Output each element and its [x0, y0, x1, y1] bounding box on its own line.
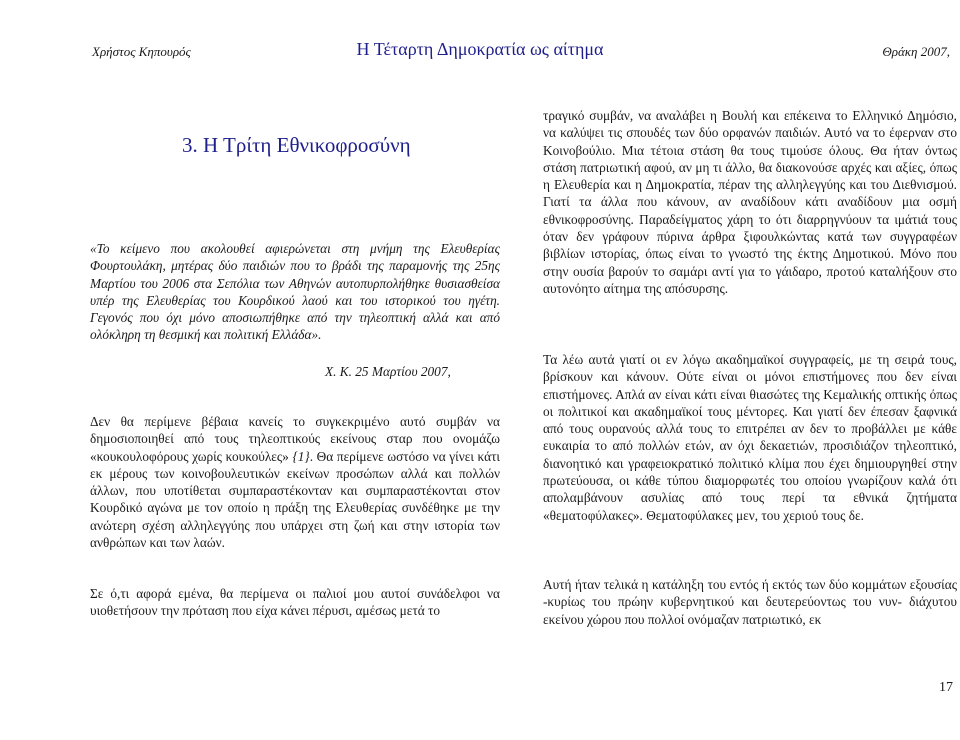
page-number: 17: [939, 680, 953, 695]
paragraph-2: Σε ό,τι αφορά εμένα, θα περίμενα οι παλιοί μου αυτοί συνάδελφοι να υιοθετήσουν την πρόταση που είχα κάνει πέρυσι, αμέσως μετά το: [90, 586, 500, 619]
paragraph-1-text-a: Δεν θα περίμενε βέβαια κανείς το συγκεκριμένο αυτό συμβάν να δημοσιοποιηθεί από τους τηλεοπτικούς εκείνους σταρ που ονομάζω «κουκουλοφόρους χωρίς κουκούλες»: [90, 414, 500, 464]
header-author: Χρήστος Κηπουρός: [92, 44, 191, 59]
paragraph-1-text-b: . Θα περίμενε ωστόσο να γίνει κάτι εκ μέρους των κοινοβουλευτικών εκείνων προσώπων αλλά και πολλών άλλων, που υποτίθεται συμπαραστέκονταν και συμπαραστέκονται στον Κουρδικό αγώνα με τον οποίο η πράξη της Ελευθερίας συνδέθηκε με την ανώτερη σχέση αλληλεγγύης που υπάρχει στη ζωή και στην ιστορία των ανθρώπων και των λαών.: [90, 448, 501, 551]
header-place-date: Θράκη 2007,: [882, 44, 950, 59]
section-heading: 3. Η Τρίτη Εθνικοφροσύνη: [182, 133, 411, 157]
header-title: Η Τέταρτη Δημοκρατία ως αίτημα: [356, 39, 604, 59]
paragraph-1: [90, 413, 500, 551]
signature-date: Χ. Κ. 25 Μαρτίου 2007,: [325, 364, 451, 379]
footnote-reference[interactable]: {1}: [288, 448, 310, 464]
dedication-intro: «Το κείμενο που ακολουθεί αφιερώνεται στη μνήμη της Ελευθερίας Φουρτουλάκη, μητέρας δύο παιδιών που το βράδι της παραμονής της 25ης Μαρτίου του 2006 στα Σεπόλια των Αθηνών αυτοπυρπολήθηκε θυσιασθείσα υπέρ της Ελευθερίας του Κουρδικού λαού και του ιστορικού του ηγέτη. Γεγονός που όχι μόνο αποσιωπήθηκε από την τηλεοπτική αλλά και από ολόκληρη τη θεσμική και πολιτική Ελλάδα».: [90, 241, 500, 343]
paragraph-3: τραγικό συμβάν, να αναλάβει η Βουλή και επέκεινα το Ελληνικό Δημόσιο, να καλύψει τις σπουδές των δύο ορφανών παιδιών. Αυτό να το έφερναν στο Κοινοβούλιο. Μια τέτοια στάση θα τους τιμούσε όλους. Θα ήταν όντως στάση πατριωτική αφού, αν μη τι άλλο, θα διακονούσε αρχές και αξίες, όπως η Ελευθερία και η Δημοκρατία, πέραν της αλληλεγγύης και του Διεθνισμού. Γιατί τα άλλα που κάνουν, αν αναδίδουν κάτι αναδίδουν μια οσμή εθνικοφροσύνης. Παραδείγματος χάρη το ότι διαρρηγνύουν τα ιμάτιά τους όταν δεν γράφουν πύρινα άρθρα ξιφουλκώντας κατά των συγγραφέων βιβλίων ιστορίας, όπως είναι το γνωστό της έκτης Δημοτικού. Μόνο που στην ουσία βαρούν το σαμάρι αντί για το γάιδαρο, προτού καταλήξουν στο αυτονόητο αίτημα της απόσυρσης.: [543, 108, 957, 296]
paragraph-4: Τα λέω αυτά γιατί οι εν λόγω ακαδημαϊκοί συγγραφείς, με τη σειρά τους, βρίσκουν και κάνουν. Ούτε είναι οι μόνοι επιστήμονες που δεν είναι επιστήμονες. Απλά αν είναι κάτι είναι θιασώτες της Κεμαλικής οπτικής όπως οι πολιτικοί και ακαδημαϊκοί τους μέντορες. Και γιατί δεν έπεσαν ξαφνικά από τους ουρανούς αλλά τους το επιτρέπει αν δεν το προβάλλει με κάθε ευκαιρία το από πολλών ετών, αν όχι δεκαετιών, προσιδιάζον τηλεοπτικό, διανοητικό και γραφειοκρατικό πολιτικό κλίμα που έχει δημιουργηθεί στην πρωτεύουσα, οι κάθε τύπου διαμορφωτές του οποίου γνωρίζουν καλά ότι απολαμβάνουν ασυλίας από τους περί τα εθνικά ζητήματα «θεματοφύλακες». Θεματοφύλακες μεν, του χεριού τους δε.: [543, 352, 957, 523]
paragraph-5: Αυτή ήταν τελικά η κατάληξη του εντός ή εκτός των δύο κομμάτων εξουσίας -κυρίως του πρώην κυβερνητικού και δευτερεύοντως του νυν- διάχυτου εκείνου χώρου που πολλοί ονόμαζαν πατριωτικό, εκ: [543, 577, 957, 627]
